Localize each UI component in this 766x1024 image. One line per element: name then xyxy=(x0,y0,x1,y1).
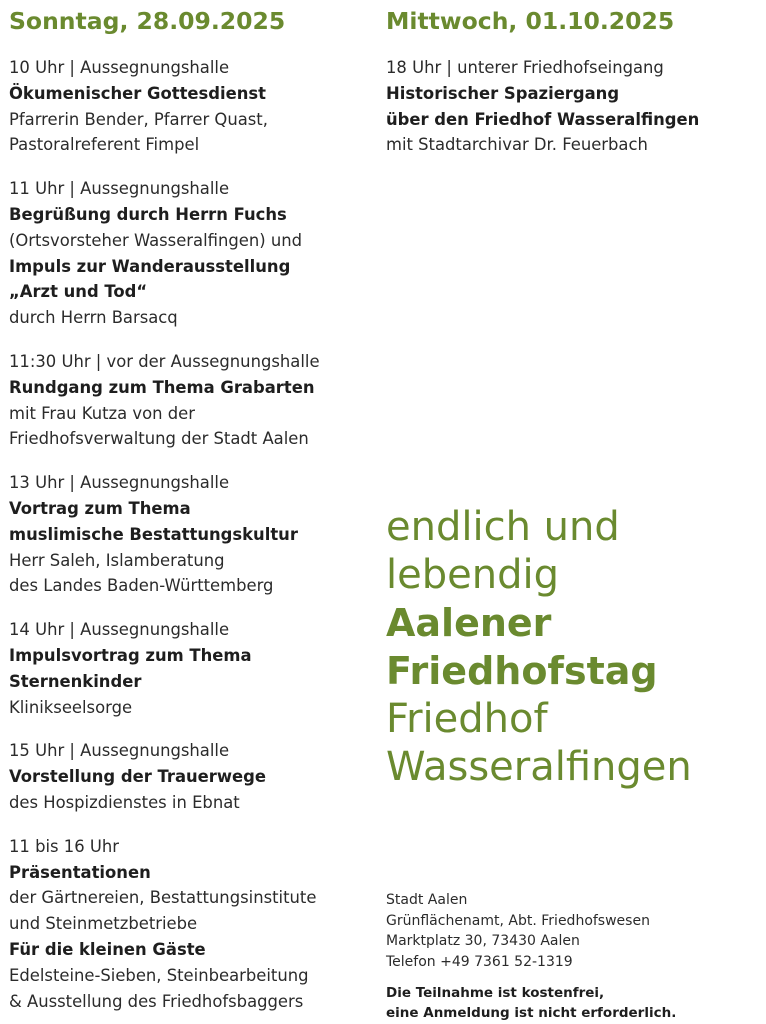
wednesday-heading: Mittwoch, 01.10.2025 xyxy=(386,7,675,35)
event-detail-line: (Ortsvorsteher Wasseralfingen) und xyxy=(9,230,303,250)
event-title-line: über den Friedhof Wasseralfingen xyxy=(386,109,700,129)
event-title-line: Präsentationen xyxy=(9,862,151,882)
event-title-line: Begrüßung durch Herrn Fuchs xyxy=(9,204,287,224)
phone-line: Telefon +49 7361 52-1319 xyxy=(386,953,573,970)
event-detail-line: Pastoralreferent Fimpel xyxy=(9,135,200,155)
sunday-event-list xyxy=(9,55,379,1014)
event-title-line: Für die kleinen Gäste xyxy=(9,939,206,959)
event-detail-line: Edelsteine-Sieben, Steinbearbeitung xyxy=(9,965,309,985)
slogan-line: endlich und xyxy=(386,504,620,550)
event-detail-line: der Gärtnereien, Bestattungsinstitute xyxy=(9,888,317,908)
event-title-line: muslimische Bestattungskultur xyxy=(9,524,298,544)
event-title-line: Vorstellung der Trauerwege xyxy=(9,767,266,787)
sunday-heading: Sonntag, 28.09.2025 xyxy=(9,7,286,35)
event-time-location: 11:30 Uhr | vor der Aussegnungshalle xyxy=(9,351,320,371)
event-block xyxy=(9,834,379,1015)
slogan-place-line: Wasseralfingen xyxy=(386,744,692,790)
organizer-address xyxy=(386,890,761,972)
wednesday-event xyxy=(386,55,761,158)
event-detail-line: Pfarrerin Bender, Pfarrer Quast, xyxy=(9,109,268,129)
event-detail-line: und Steinmetzbetriebe xyxy=(9,914,198,934)
event-detail-line: Friedhofsverwaltung der Stadt Aalen xyxy=(9,429,309,449)
event-detail-line: des Hospizdienstes in Ebnat xyxy=(9,792,240,812)
event-block xyxy=(9,349,379,452)
event-time-location: 10 Uhr | Aussegnungshalle xyxy=(9,58,230,77)
note-line: eine Anmeldung ist nicht erforderlich. xyxy=(386,1005,677,1021)
event-detail-line: mit Stadtarchivar Dr. Feuerbach xyxy=(386,135,648,155)
slogan-place-line: Friedhof xyxy=(386,696,548,742)
event-detail-line: Herr Saleh, Islamberatung xyxy=(9,550,225,570)
event-block xyxy=(9,470,379,599)
event-time-location: 11 Uhr | Aussegnungshalle xyxy=(9,179,230,199)
sunday-column xyxy=(9,0,379,1014)
address-line: Grünflächenamt, Abt. Friedhofswesen xyxy=(386,912,650,929)
event-detail-line: & Ausstellung des Friedhofsbaggers xyxy=(9,991,304,1011)
event-detail-line: Klinikseelsorge xyxy=(9,697,133,717)
event-detail-line: des Landes Baden-Württemberg xyxy=(9,576,274,596)
event-title-line: Sternenkinder xyxy=(9,671,142,691)
event-time-location: 18 Uhr | unterer Friedhofseingang xyxy=(386,58,664,77)
event-time-location: 11 bis 16 Uhr xyxy=(9,836,119,856)
event-time-location: 14 Uhr | Aussegnungshalle xyxy=(9,620,230,640)
event-title-line: Ökumenischer Gottesdienst xyxy=(9,83,267,103)
wednesday-column xyxy=(386,0,761,158)
event-block xyxy=(9,738,379,815)
slogan-title-line: Friedhofstag xyxy=(386,649,658,693)
slogan-title-line: Aalener xyxy=(386,601,552,645)
event-title-line: „Arzt und Tod“ xyxy=(9,282,148,302)
event-block xyxy=(9,617,379,720)
event-detail-line: mit Frau Kutza von der xyxy=(9,403,195,423)
event-detail-line: durch Herrn Barsacq xyxy=(9,308,178,328)
participation-note xyxy=(386,983,761,1023)
event-slogan xyxy=(386,503,766,791)
event-block xyxy=(386,55,761,158)
address-line: Marktplatz 30, 73430 Aalen xyxy=(386,933,580,949)
event-title-line: Impulsvortrag zum Thema xyxy=(9,645,252,665)
address-line: Stadt Aalen xyxy=(386,892,468,908)
event-title-line: Historischer Spaziergang xyxy=(386,83,620,103)
event-time-location: 13 Uhr | Aussegnungshalle xyxy=(9,473,230,493)
event-title-line: Impuls zur Wanderausstellung xyxy=(9,256,291,276)
note-line: Die Teilnahme ist kostenfrei, xyxy=(386,985,605,1001)
slogan-line: lebendig xyxy=(386,552,559,598)
event-block xyxy=(9,55,379,158)
event-time-location: 15 Uhr | Aussegnungshalle xyxy=(9,741,230,761)
event-title-line: Vortrag zum Thema xyxy=(9,498,191,518)
event-title-line: Rundgang zum Thema Grabarten xyxy=(9,377,315,397)
event-block xyxy=(9,176,379,331)
